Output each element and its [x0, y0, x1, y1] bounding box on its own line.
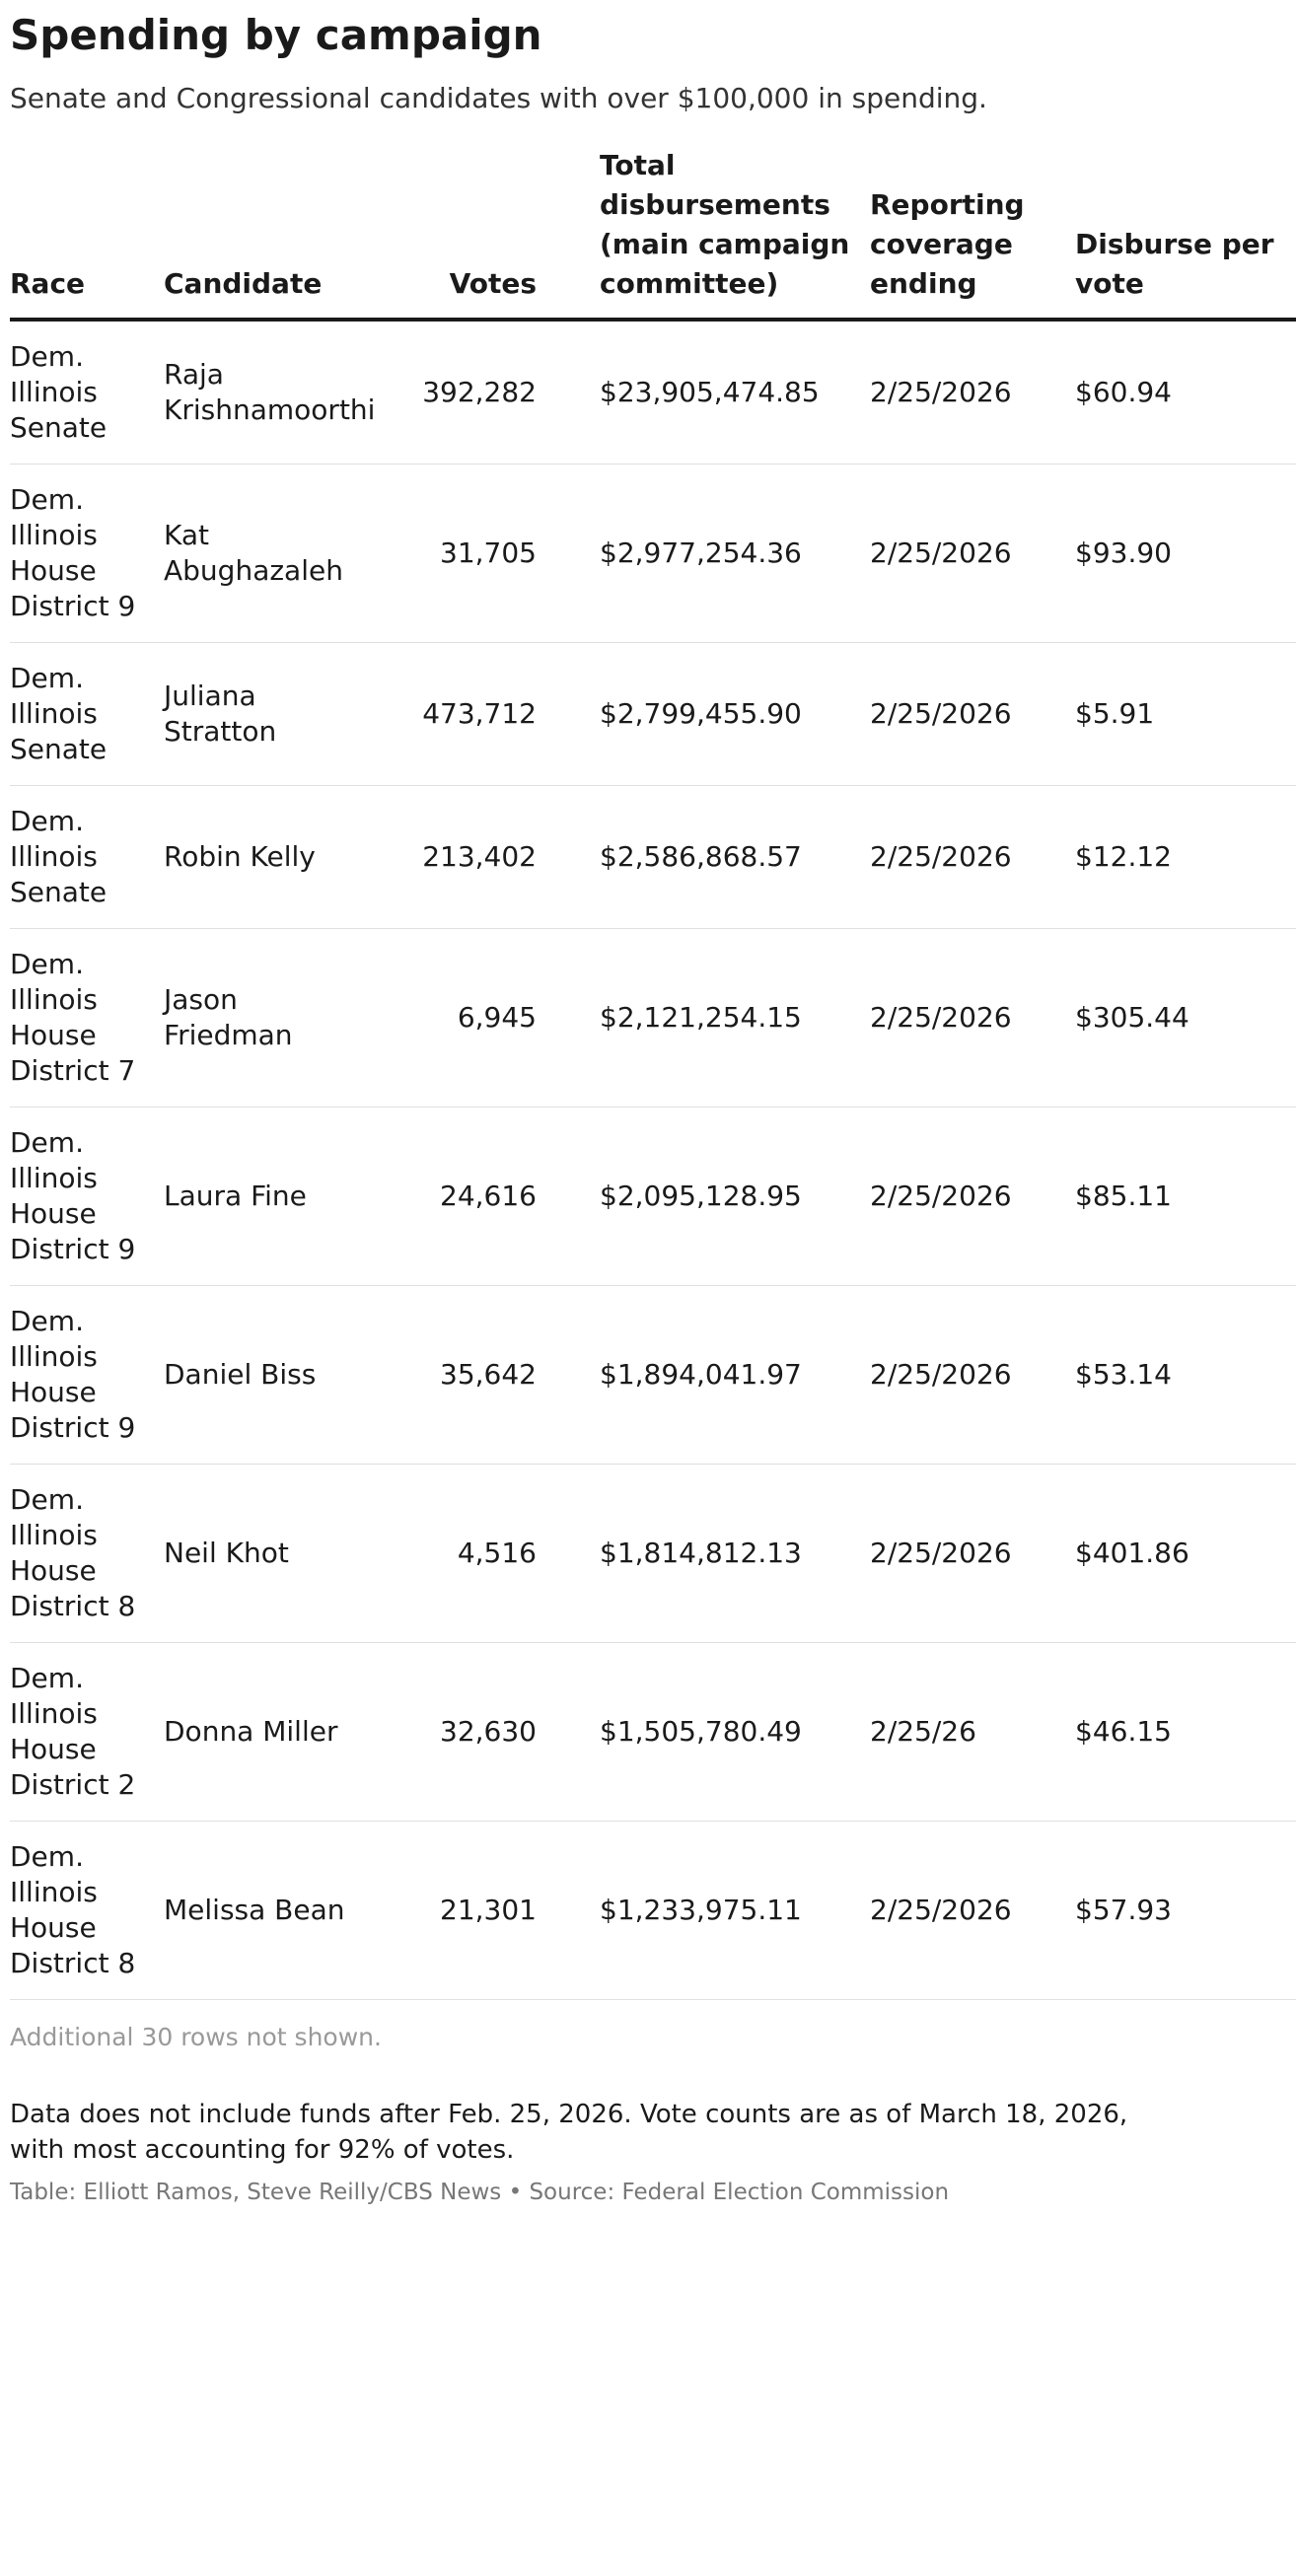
cell-race: Dem. Illinois House District 9 [10, 465, 164, 643]
cell-race: Dem. Illinois House District 2 [10, 1643, 164, 1822]
page-subtitle: Senate and Congressional candidates with over $100,000 in spending. [10, 82, 987, 114]
cell-total-disbursements: $2,095,128.95 [537, 1108, 870, 1286]
cell-disburse-per-vote: $12.12 [1075, 786, 1296, 929]
cell-reporting-coverage: 2/25/26 [870, 1643, 1075, 1822]
cell-race: Dem. Illinois House District 8 [10, 1465, 164, 1643]
cell-disburse-per-vote: $85.11 [1075, 1108, 1296, 1286]
cell-reporting-coverage: 2/25/2026 [870, 1286, 1075, 1465]
column-header-reporting-coverage: Reporting coverage ending [870, 146, 1075, 320]
cell-race: Dem. Illinois House District 9 [10, 1108, 164, 1286]
table-row [10, 786, 1296, 929]
cell-candidate: Melissa Bean [164, 1822, 361, 2000]
cell-reporting-coverage: 2/25/2026 [870, 1108, 1075, 1286]
cell-candidate: Kat Abughazaleh [164, 465, 361, 643]
header-row [10, 146, 1296, 320]
table-row [10, 1822, 1296, 2000]
source-credit: Table: Elliott Ramos, Steve Reilly/CBS News • Source: Federal Election Commission [10, 2180, 950, 2205]
cell-votes: 392,282 [361, 320, 537, 465]
cell-candidate: Laura Fine [164, 1108, 361, 1286]
cell-votes: 6,945 [361, 929, 537, 1108]
table-row [10, 320, 1296, 465]
cell-disburse-per-vote: $93.90 [1075, 465, 1296, 643]
cell-disburse-per-vote: $46.15 [1075, 1643, 1296, 1822]
cell-race: Dem. Illinois Senate [10, 786, 164, 929]
rows-not-shown-note: Additional 30 rows not shown. [10, 2023, 382, 2051]
cell-total-disbursements: $1,894,041.97 [537, 1286, 870, 1465]
data-note: Data does not include funds after Feb. 25, 2026. Vote counts are as of March 18, 2026, with most accounting for 92% of votes. [10, 2100, 1128, 2165]
cell-disburse-per-vote: $401.86 [1075, 1465, 1296, 1643]
cell-total-disbursements: $1,233,975.11 [537, 1822, 870, 2000]
cell-race: Dem. Illinois House District 7 [10, 929, 164, 1108]
cell-race: Dem. Illinois Senate [10, 643, 164, 786]
table-row [10, 465, 1296, 643]
page-title: Spending by campaign [10, 11, 542, 59]
cell-disburse-per-vote: $305.44 [1075, 929, 1296, 1108]
table-row [10, 1643, 1296, 1822]
cell-votes: 473,712 [361, 643, 537, 786]
cell-votes: 24,616 [361, 1108, 537, 1286]
cell-total-disbursements: $23,905,474.85 [537, 320, 870, 465]
table-row [10, 1108, 1296, 1286]
cell-reporting-coverage: 2/25/2026 [870, 1822, 1075, 2000]
cell-disburse-per-vote: $53.14 [1075, 1286, 1296, 1465]
cell-reporting-coverage: 2/25/2026 [870, 929, 1075, 1108]
cell-votes: 213,402 [361, 786, 537, 929]
cell-disburse-per-vote: $5.91 [1075, 643, 1296, 786]
column-header-race: Race [10, 146, 164, 320]
table-body [10, 320, 1296, 2000]
cell-total-disbursements: $2,799,455.90 [537, 643, 870, 786]
cell-reporting-coverage: 2/25/2026 [870, 320, 1075, 465]
cell-total-disbursements: $2,977,254.36 [537, 465, 870, 643]
cell-disburse-per-vote: $60.94 [1075, 320, 1296, 465]
cell-reporting-coverage: 2/25/2026 [870, 786, 1075, 929]
column-header-total-disbursements: Total disbursements (main campaign committee) [537, 146, 870, 320]
cell-candidate: Daniel Biss [164, 1286, 361, 1465]
table-row [10, 1465, 1296, 1643]
cell-disburse-per-vote: $57.93 [1075, 1822, 1296, 2000]
cell-candidate: Donna Miller [164, 1643, 361, 1822]
column-header-votes: Votes [361, 146, 537, 320]
cell-votes: 35,642 [361, 1286, 537, 1465]
cell-candidate: Robin Kelly [164, 786, 361, 929]
cell-race: Dem. Illinois House District 8 [10, 1822, 164, 2000]
cell-votes: 21,301 [361, 1822, 537, 2000]
cell-total-disbursements: $1,505,780.49 [537, 1643, 870, 1822]
cell-candidate: Juliana Stratton [164, 643, 361, 786]
table-row [10, 929, 1296, 1108]
cell-total-disbursements: $1,814,812.13 [537, 1465, 870, 1643]
column-header-candidate: Candidate [164, 146, 361, 320]
cell-votes: 31,705 [361, 465, 537, 643]
cell-reporting-coverage: 2/25/2026 [870, 643, 1075, 786]
cell-race: Dem. Illinois House District 9 [10, 1286, 164, 1465]
table-viewport[interactable] [10, 146, 1274, 2000]
table-header [10, 146, 1296, 320]
cell-candidate: Neil Khot [164, 1465, 361, 1643]
cell-candidate: Raja Krishnamoorthi [164, 320, 361, 465]
cell-reporting-coverage: 2/25/2026 [870, 465, 1075, 643]
spending-table [10, 146, 1296, 2000]
cell-candidate: Jason Friedman [164, 929, 361, 1108]
cell-votes: 4,516 [361, 1465, 537, 1643]
cell-reporting-coverage: 2/25/2026 [870, 1465, 1075, 1643]
cell-race: Dem. Illinois Senate [10, 320, 164, 465]
column-header-disburse-per-vote: Disburse per vote [1075, 146, 1296, 320]
cell-total-disbursements: $2,121,254.15 [537, 929, 870, 1108]
table-row [10, 1286, 1296, 1465]
table-row [10, 643, 1296, 786]
cell-votes: 32,630 [361, 1643, 537, 1822]
cell-total-disbursements: $2,586,868.57 [537, 786, 870, 929]
